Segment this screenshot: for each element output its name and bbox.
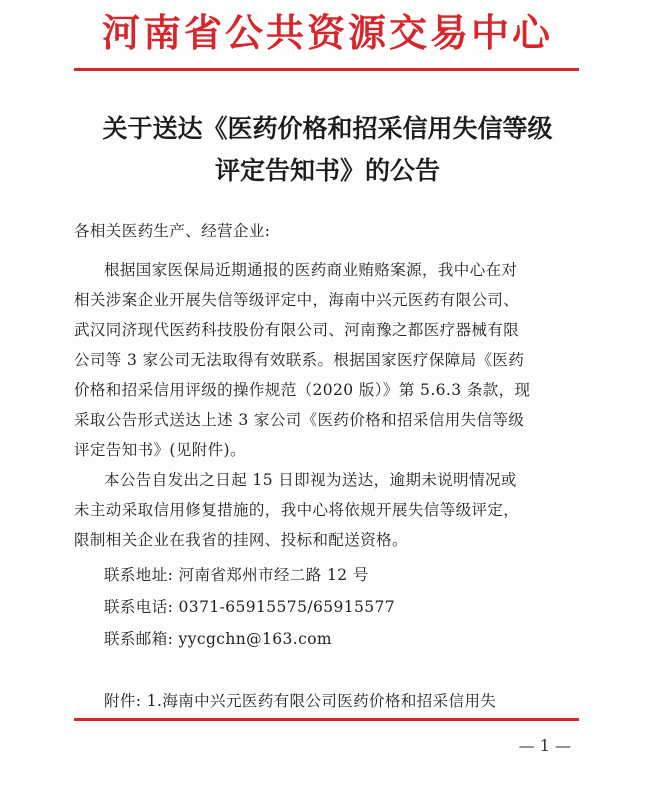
contact-email: 联系邮箱: yycgchn@163.com (104, 630, 333, 648)
salutation: 各相关医药生产、经营企业: (74, 222, 271, 240)
paragraph-2-line-1: 本公告自发出之日起 15 日即视为送达，逾期未说明情况或 (104, 471, 517, 489)
paragraph-1-line-4: 公司等 3 家公司无法取得有效联系。根据国家医疗保障局《医药 (74, 351, 525, 369)
footer-red-rule (74, 718, 579, 721)
letterhead-red-rule (74, 68, 579, 71)
paragraph-1-line-5: 价格和招采信用评级的操作规范（2020 版）》第 5.6.3 条款，现 (74, 381, 531, 399)
paragraph-1-line-2: 相关涉案企业开展失信等级评定中，海南中兴元医药有限公司、 (74, 291, 520, 309)
paragraph-1-line-1: 根据国家医保局近期通报的医药商业贿赂案源，我中心在对 (104, 261, 518, 279)
paragraph-2-line-3: 限制相关企业在我省的挂网、投标和配送资格。 (74, 531, 408, 549)
paragraph-1-line-3: 武汉同济现代医药科技股份有限公司、河南豫之都医疗器械有限 (74, 321, 520, 339)
paragraph-1-line-7: 评定告知书》(见附件)。 (74, 441, 246, 459)
page-number: — 1 — (518, 736, 571, 755)
contact-address: 联系地址: 河南省郑州市经二路 12 号 (104, 566, 369, 584)
paragraph-1-line-6: 采取公告形式送达上述 3 家公司《医药价格和招采信用失信等级 (74, 411, 525, 429)
notice-title-line-1: 关于送达《医药价格和招采信用失信等级 (102, 114, 553, 143)
contact-phone: 联系电话: 0371-65915575/65915577 (104, 598, 396, 616)
paragraph-2-line-2: 未主动采取信用修复措施的，我中心将依规开展失信等级评定， (74, 501, 520, 519)
attachment-line: 附件: 1.海南中兴元医药有限公司医药价格和招采信用失 (104, 692, 497, 710)
notice-title-line-2: 评定告知书》的公告 (214, 156, 440, 185)
org-letterhead: 河南省公共资源交易中心 (101, 11, 553, 55)
